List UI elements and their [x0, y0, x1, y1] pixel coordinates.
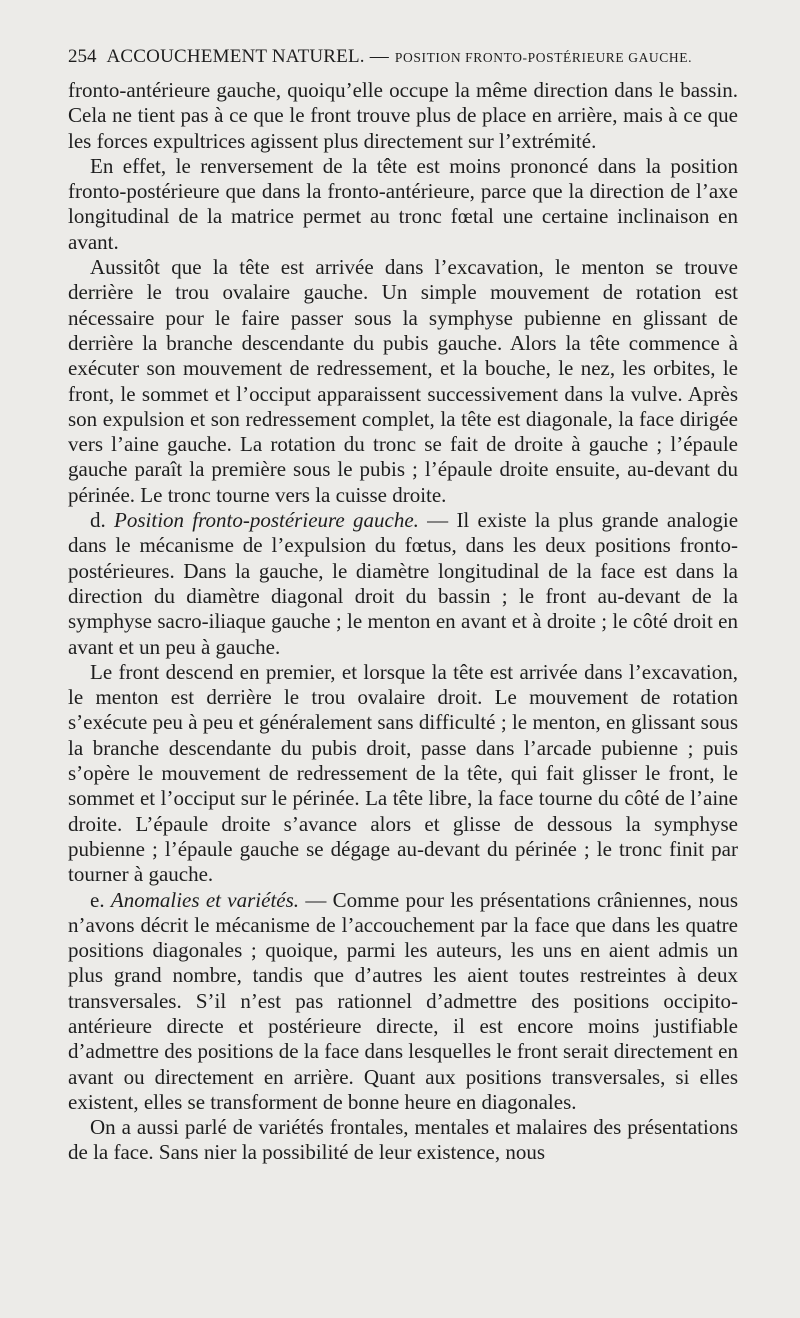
paragraph-1	[68, 78, 738, 154]
running-head-title: ACCOUCHEMENT NATUREL. —	[106, 46, 389, 67]
running-head-subtitle: POSITION FRONTO-POSTÉRIEURE GAUCHE.	[394, 50, 693, 65]
paragraph-2-text: En effet, le renversement de la tête est moins prononcé dans la position fronto-postérieure que dans la fronto-antérieure, parce que la direction de l’axe longitudinal de la matrice permet au tronc fœtal une certaine inclinaison en avant.	[68, 153, 738, 254]
paragraph-4	[68, 508, 738, 660]
running-head	[68, 43, 738, 72]
paragraph-5-text: Le front descend en premier, et lorsque la tête est arrivée dans l’excavation, le menton est derrière le trou ovalaire droit. Le mouvement de rotation s’exécute peu à peu et généralement sans difficulté ; le menton, en glissant sous la branche descendante du pubis droit, passe dans l’arcade pubienne ; puis s’opère le mouvement de redressement de la tête, qui fait glisser le front, le sommet et l’occiput sur le périnée. La tête libre, la face tourne du côté de l’aine droite. L’épaule droite s’avance alors et glisse de dessous la symphyse pubienne ; l’épaule gauche se dégage au-devant du périnée ; le tronc finit par tourner à gauche.	[68, 659, 738, 887]
paragraph-4-text: — Il existe la plus grande analogie dans le mécanisme de l’expulsion du fœtus, dans les deux positions fronto-postérieures. Dans la gauche, le diamètre longitudinal de la face est dans la direction du diamètre diagonal droit du bassin ; le front au-devant de la symphyse sacro-iliaque gauche ; le menton en avant et à droite ; le côté droit en avant et un peu à gauche.	[68, 508, 739, 659]
paragraph-6-text: — Comme pour les présentations crâniennes, nous n’avons décrit le mécanisme de l’accouchement par la face que dans les quatre positions diagonales ; quoique, parmi les auteurs, les uns en aient admis un plus grand nombre, tandis que d’autres les aient toutes restreintes à deux transversales. S’il n’est pas rationnel d’admettre des positions occipito-antérieure directe et postérieure directe, il est encore moins justifiable d’admettre des positions de la face dans lesquelles le front serait directement en avant ou directement en arrière. Quant aux positions transversales, si elles existent, elles se transforment de bonne heure en diagonales.	[68, 887, 739, 1114]
paragraph-3	[68, 255, 738, 508]
paragraph-3-text: Aussitôt que la tête est arrivée dans l’excavation, le menton se trouve derrière le trou ovalaire gauche. Un simple mouvement de rotation est nécessaire pour le faire passer sous la symphyse pubienne en glissant de derrière la branche descendante du pubis gauche. Alors la tête commence à exécuter son mouvement de redressement, et la bouche, le nez, les orbites, le front, le sommet et l’occiput apparaissent successivement dans la vulve. Après son expulsion et son redressement complet, la tête est diagonale, la face dirigée vers l’aine gauche. La rotation du tronc se fait de droite à gauche ; l’épaule gauche paraît la première sous le pubis ; l’épaule droite ensuite, au-devant du périnée. Le tronc tourne vers la cuisse droite.	[68, 255, 738, 507]
section-d-label: d.	[90, 508, 106, 533]
section-d-heading: Position fronto-postérieure gauche.	[114, 508, 419, 533]
paragraph-1-text: fronto-antérieure gauche, quoiqu’elle occupe la même direction dans le bassin. Cela ne tient pas à ce que le front trouve plus de place en arrière, mais à ce que les forces expultrices agissent plus directement sur l’extrémité.	[68, 78, 738, 153]
paragraph-7	[68, 1115, 738, 1166]
paragraph-5	[68, 660, 738, 888]
section-e-label: e.	[90, 887, 105, 912]
section-e-heading: Anomalies et variétés.	[110, 887, 300, 912]
paragraph-2	[68, 154, 738, 255]
body-text	[68, 78, 738, 1166]
paragraph-6	[68, 888, 738, 1116]
paragraph-7-text: On a aussi parlé de variétés frontales, mentales et malaires des présentations de la face. Sans nier la possibilité de leur existence, nous	[68, 1115, 738, 1165]
page-number: 254	[68, 46, 97, 67]
